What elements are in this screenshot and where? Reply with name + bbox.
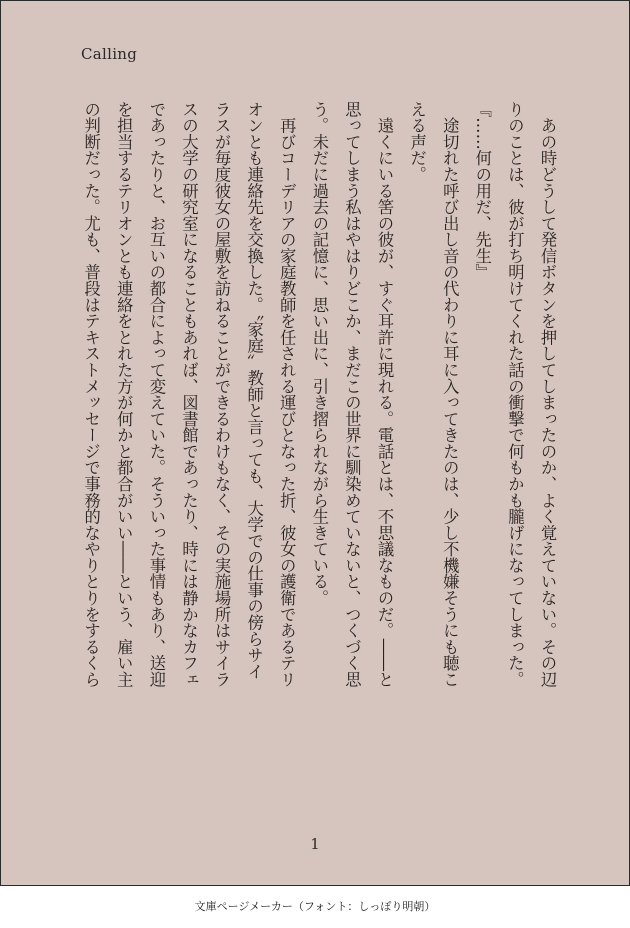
text-line: あの時どうして発信ボタンを押してしまったのか、よく覚えていない。その辺 <box>538 101 557 688</box>
text-line: を担当するテリオンとも連絡をとれた方が何かと都合がいい――という、雇い主 <box>114 101 134 688</box>
text-line: りのことは、彼が打ち明けてくれた話の衝撃で何もかも朧げになってしまった。 <box>505 101 525 688</box>
body-text <box>74 101 563 688</box>
text-line: う。未だに過去の記憶に、思い出に、引き摺られながら生きている。 <box>309 101 329 606</box>
text-line: スの大学の研究室になることもあれば、図書館であったり、時には静かなカフェ <box>179 101 199 688</box>
text-line: オンとも連絡先を交換した。〝家庭〟教師と言っても、大学での仕事の傍らサイ <box>244 101 264 680</box>
text-line: 途切れた呼び出し音の代わりに耳に入ってきたのは、少し不機嫌そうにも聴こ <box>440 101 460 688</box>
text-line: の判断だった。尤も、普段はテキストメッセージで事務的なやりとりをするくら <box>81 101 101 688</box>
text-line: 再びコーデリアの家庭教師を任される運びとなった折、彼女の護衛であるテリ <box>277 101 297 688</box>
text-line: える声だ。 <box>407 101 427 183</box>
text-line: であったりと、お互いの都合によって変えていた。そういった事情もあり、送迎 <box>146 101 166 688</box>
footer-caption: 文庫ページメーカー（フォント：しっぽり明朝） <box>194 900 436 913</box>
text-line: 『……何の用だ、先生』 <box>472 101 492 281</box>
page-number: 1 <box>310 835 320 853</box>
header-title: Calling <box>81 45 138 63</box>
text-line: 思ってしまう私はやはりどこか、まだこの世界に馴染めていないと、つくづく思 <box>342 101 362 688</box>
text-line: 遠くにいる筈の彼が、すぐ耳許に現れる。電話とは、不思議なものだ。――と <box>375 101 395 688</box>
text-line: ラスが毎度彼女の屋敷を訪ねることができるわけもなく、その実施場所はサイラ <box>212 101 232 688</box>
